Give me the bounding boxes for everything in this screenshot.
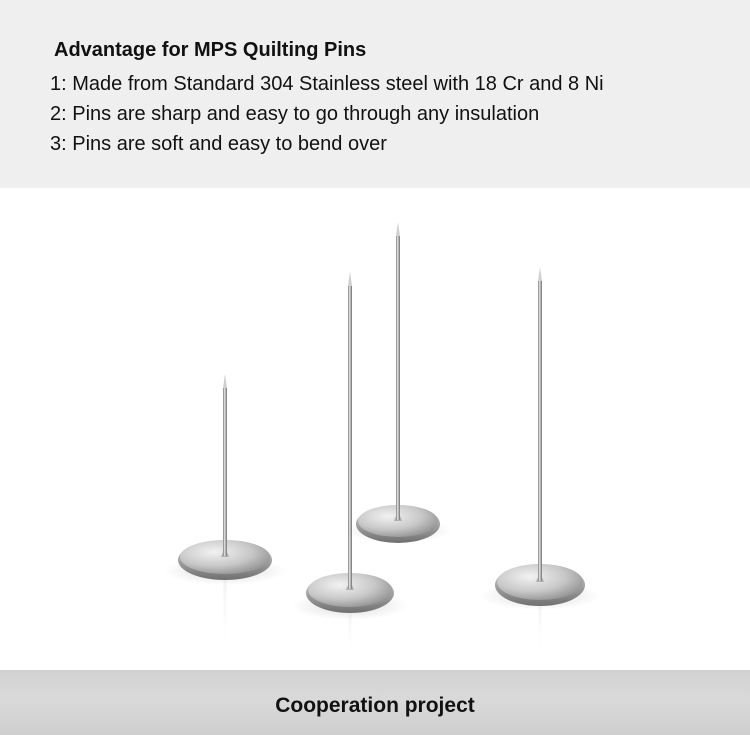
advantages-title: Advantage for MPS Quilting Pins — [54, 39, 367, 61]
advantages-list — [50, 72, 604, 162]
cooperation-footer — [0, 670, 750, 735]
advantage-item-2: 2: Pins are sharp and easy to go through any insulation — [50, 103, 540, 125]
advantages-header — [0, 0, 750, 188]
quilting-pins-illustration — [0, 188, 750, 670]
cooperation-title: Cooperation project — [275, 694, 475, 717]
quilting-pin-2 — [292, 271, 408, 662]
quilting-pin-3 — [344, 222, 452, 543]
advantage-item-3: 3: Pins are soft and easy to bend over — [50, 133, 387, 155]
quilting-pin-1 — [163, 374, 287, 658]
quilting-pin-4 — [480, 267, 600, 656]
product-photo — [0, 188, 750, 670]
advantage-item-1: 1: Made from Standard 304 Stainless steel with 18 Cr and 8 Ni — [50, 73, 604, 95]
